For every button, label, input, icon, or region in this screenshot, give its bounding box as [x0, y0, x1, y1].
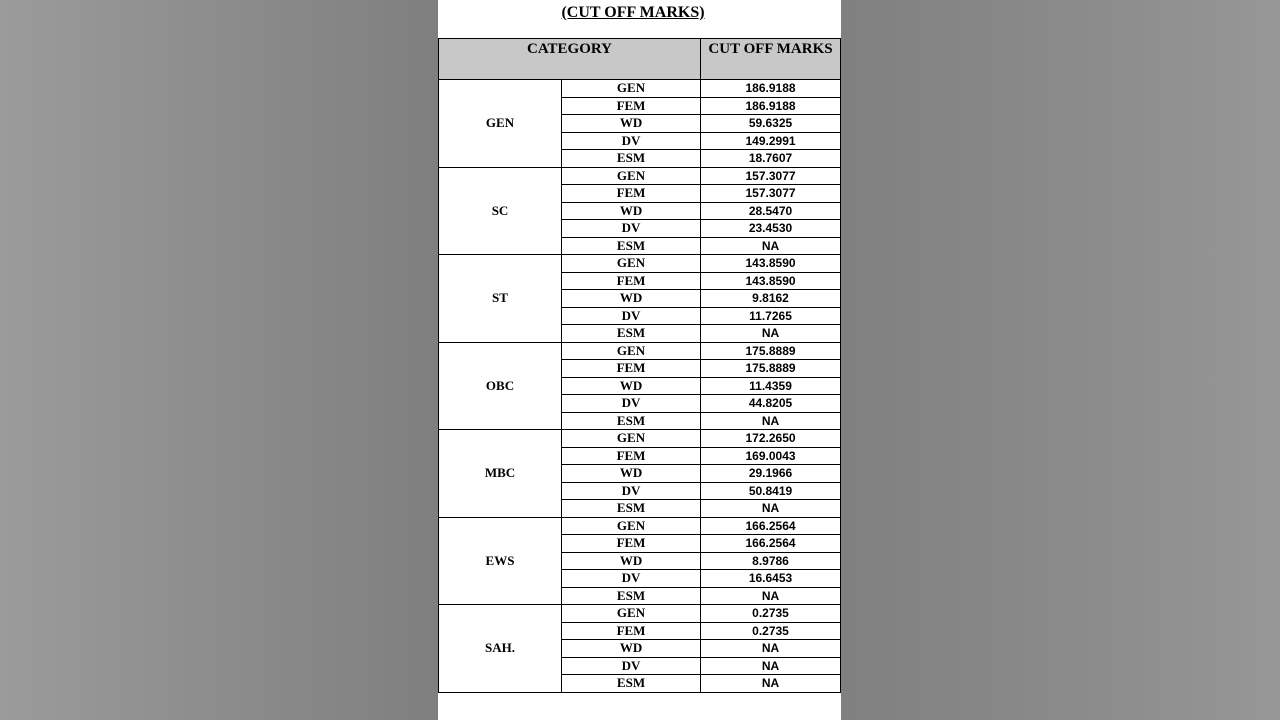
cutoff-value-cell: 186.9188: [701, 80, 841, 98]
subcategory-cell: WD: [562, 465, 701, 483]
subcategory-cell: GEN: [562, 80, 701, 98]
cutoff-value-cell: 169.0043: [701, 447, 841, 465]
subcategory-cell: GEN: [562, 342, 701, 360]
cutoff-value-cell: 143.8590: [701, 255, 841, 273]
cutoff-value-cell: NA: [701, 587, 841, 605]
cutoff-value-cell: NA: [701, 640, 841, 658]
subcategory-cell: ESM: [562, 150, 701, 168]
cutoff-value-cell: 11.7265: [701, 307, 841, 325]
subcategory-cell: DV: [562, 570, 701, 588]
subcategory-cell: GEN: [562, 605, 701, 623]
subcategory-cell: ESM: [562, 675, 701, 693]
cut-off-table: [438, 38, 841, 693]
cutoff-value-cell: 16.6453: [701, 570, 841, 588]
subcategory-cell: ESM: [562, 412, 701, 430]
left-background: [0, 0, 438, 720]
subcategory-cell: WD: [562, 202, 701, 220]
cutoff-value-cell: 44.8205: [701, 395, 841, 413]
subcategory-cell: FEM: [562, 272, 701, 290]
subcategory-cell: DV: [562, 220, 701, 238]
table-header-row: [439, 39, 841, 80]
cutoff-value-cell: NA: [701, 500, 841, 518]
subcategory-cell: ESM: [562, 325, 701, 343]
subcategory-cell: ESM: [562, 237, 701, 255]
subcategory-cell: ESM: [562, 500, 701, 518]
subcategory-cell: GEN: [562, 517, 701, 535]
cutoff-value-cell: 18.7607: [701, 150, 841, 168]
cutoff-value-cell: 11.4359: [701, 377, 841, 395]
subcategory-cell: DV: [562, 132, 701, 150]
table-row: [439, 167, 841, 185]
marks-header: CUT OFF MARKS: [701, 39, 841, 80]
cutoff-value-cell: 149.2991: [701, 132, 841, 150]
cutoff-value-cell: NA: [701, 675, 841, 693]
subcategory-cell: FEM: [562, 97, 701, 115]
cutoff-value-cell: 8.9786: [701, 552, 841, 570]
cutoff-value-cell: 166.2564: [701, 535, 841, 553]
cutoff-value-cell: 29.1966: [701, 465, 841, 483]
subcategory-cell: ESM: [562, 587, 701, 605]
subcategory-cell: GEN: [562, 255, 701, 273]
cutoff-value-cell: NA: [701, 412, 841, 430]
subcategory-cell: GEN: [562, 430, 701, 448]
cutoff-value-cell: 186.9188: [701, 97, 841, 115]
category-group-cell: EWS: [439, 517, 562, 605]
cutoff-value-cell: 166.2564: [701, 517, 841, 535]
table-row: [439, 517, 841, 535]
category-group-cell: GEN: [439, 80, 562, 168]
subcategory-cell: WD: [562, 640, 701, 658]
cutoff-value-cell: 50.8419: [701, 482, 841, 500]
table-row: [439, 342, 841, 360]
cutoff-value-cell: NA: [701, 325, 841, 343]
subcategory-cell: FEM: [562, 360, 701, 378]
subcategory-cell: WD: [562, 290, 701, 308]
subcategory-cell: FEM: [562, 447, 701, 465]
document-title: (CUT OFF MARKS): [561, 4, 705, 21]
cutoff-value-cell: NA: [701, 657, 841, 675]
category-group-cell: ST: [439, 255, 562, 343]
cutoff-value-cell: 0.2735: [701, 605, 841, 623]
cutoff-value-cell: 9.8162: [701, 290, 841, 308]
cutoff-value-cell: NA: [701, 237, 841, 255]
subcategory-cell: FEM: [562, 185, 701, 203]
category-header: CATEGORY: [439, 39, 701, 80]
subcategory-cell: WD: [562, 552, 701, 570]
cutoff-value-cell: 175.8889: [701, 360, 841, 378]
right-background: [841, 0, 1280, 720]
subcategory-cell: FEM: [562, 622, 701, 640]
cutoff-value-cell: 59.6325: [701, 115, 841, 133]
subcategory-cell: WD: [562, 115, 701, 133]
table-row: [439, 80, 841, 98]
cutoff-value-cell: 157.3077: [701, 167, 841, 185]
table-body: [439, 80, 841, 693]
document-sheet: [438, 0, 841, 720]
cutoff-value-cell: 143.8590: [701, 272, 841, 290]
category-group-cell: OBC: [439, 342, 562, 430]
cutoff-value-cell: 23.4530: [701, 220, 841, 238]
table-row: [439, 430, 841, 448]
subcategory-cell: WD: [562, 377, 701, 395]
subcategory-cell: DV: [562, 395, 701, 413]
subcategory-cell: GEN: [562, 167, 701, 185]
subcategory-cell: DV: [562, 307, 701, 325]
subcategory-cell: DV: [562, 657, 701, 675]
table-row: [439, 255, 841, 273]
cutoff-value-cell: 175.8889: [701, 342, 841, 360]
category-group-cell: SC: [439, 167, 562, 255]
category-group-cell: MBC: [439, 430, 562, 518]
subcategory-cell: FEM: [562, 535, 701, 553]
cutoff-value-cell: 28.5470: [701, 202, 841, 220]
cutoff-value-cell: 0.2735: [701, 622, 841, 640]
cutoff-value-cell: 172.2650: [701, 430, 841, 448]
subcategory-cell: DV: [562, 482, 701, 500]
category-group-cell: SAH.: [439, 605, 562, 693]
cutoff-value-cell: 157.3077: [701, 185, 841, 203]
table-row: [439, 605, 841, 623]
